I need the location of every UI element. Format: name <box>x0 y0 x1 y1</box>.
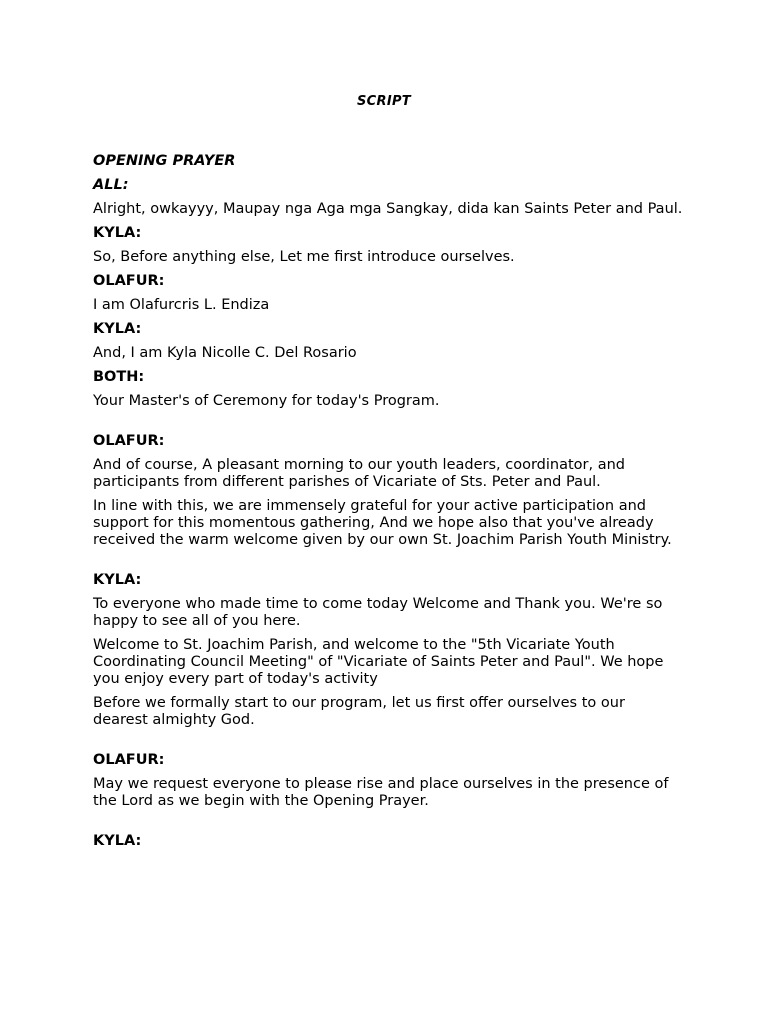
speaker-heading: KYLA: <box>93 225 142 241</box>
document-body <box>93 153 683 857</box>
speaker-heading: KYLA: <box>93 572 142 588</box>
script-paragraph: To everyone who made time to come today Welcome and Thank you. We're so happy to see all of you here. <box>93 596 663 629</box>
document-title: SCRIPT <box>357 94 411 109</box>
section-spacer <box>93 736 683 752</box>
speaker-heading: OLAFUR: <box>93 433 165 449</box>
section-spacer <box>93 817 683 833</box>
speaker-heading: OPENING PRAYER <box>93 153 236 169</box>
script-paragraph: Your Master's of Ceremony for today's Program. <box>93 393 440 409</box>
script-paragraph: May we request everyone to please rise and place ourselves in the presence of the Lord as we begin with the Opening Prayer. <box>93 776 669 809</box>
section-spacer <box>93 556 683 572</box>
speaker-heading: OLAFUR: <box>93 273 165 289</box>
speaker-heading: ALL: <box>93 177 129 193</box>
speaker-heading: BOTH: <box>93 369 145 385</box>
speaker-heading: OLAFUR: <box>93 752 165 768</box>
script-paragraph: So, Before anything else, Let me first introduce ourselves. <box>93 249 515 265</box>
script-paragraph: And of course, A pleasant morning to our youth leaders, coordinator, and participants from different parishes of Vicariate of Sts. Peter and Paul. <box>93 457 625 490</box>
script-paragraph: Before we formally start to our program, let us first offer ourselves to our dearest almighty God. <box>93 695 625 728</box>
speaker-heading: KYLA: <box>93 833 142 849</box>
script-paragraph: Welcome to St. Joachim Parish, and welcome to the "5th Vicariate Youth Coordinating Council Meeting" of "Vicariate of Saints Peter and Paul". We hope you enjoy every part of today's activity <box>93 637 664 687</box>
script-paragraph: I am Olafurcris L. Endiza <box>93 297 270 313</box>
script-paragraph: Alright, owkayyy, Maupay nga Aga mga Sangkay, dida kan Saints Peter and Paul. <box>93 201 683 217</box>
script-paragraph: In line with this, we are immensely grateful for your active participation and support for this momentous gathering, And we hope also that you've already received the warm welcome given by our own St. Joachim Parish Youth Ministry. <box>93 498 672 548</box>
section-spacer <box>93 417 683 433</box>
speaker-heading: KYLA: <box>93 321 142 337</box>
script-paragraph: And, I am Kyla Nicolle C. Del Rosario <box>93 345 357 361</box>
